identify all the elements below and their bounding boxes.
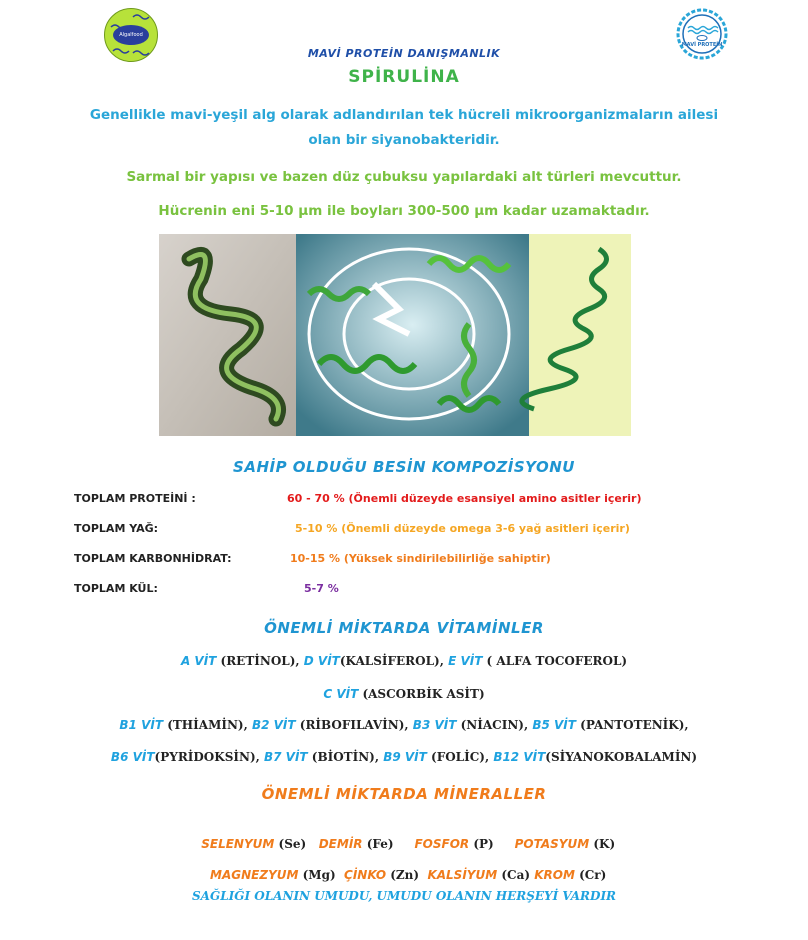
mineral-name: FOSFOR xyxy=(414,837,470,851)
vitamin-detail: (FOLİC), xyxy=(426,750,494,764)
vitamin-detail: (THİAMİN), xyxy=(163,718,252,732)
vitamin-name: B1 VİT xyxy=(119,718,164,732)
comp-value-ash: 5-7 % xyxy=(304,582,339,595)
mineral-name: SELENYUM xyxy=(201,837,275,851)
micrograph-middle xyxy=(296,234,529,436)
composition-title: SAHİP OLDUĞU BESİN KOMPOZİSYONU xyxy=(233,458,575,476)
vitamin-detail: (RİBOFILAVİN), xyxy=(295,718,413,732)
vitamin-detail: (KALSİFEROL), xyxy=(339,654,449,668)
vitamin-name: B2 VİT xyxy=(251,718,296,732)
vitamin-detail: (PYRİDOKSİN), xyxy=(154,750,264,764)
vitamin-detail: (ASCORBİK ASİT) xyxy=(358,687,485,701)
intro-line-4: Hücrenin eni 5-10 µm ile boyları 300-500 µm kadar uzamaktadır. xyxy=(158,203,650,219)
mineral-detail: (Fe) xyxy=(362,837,415,851)
mineral-name: ÇİNKO xyxy=(344,868,387,882)
mineral-detail: (Zn) xyxy=(386,868,428,882)
logo-left-text: Algalfood xyxy=(113,25,149,45)
mineral-detail: (Ca) xyxy=(497,868,535,882)
comp-value-protein: 60 - 70 % (Önemli düzeyde esansiyel amino asitler içerir) xyxy=(287,492,642,505)
vitamin-name: E VİT xyxy=(448,654,483,668)
comp-value-carb: 10-15 % (Yüksek sindirilebilirliğe sahiptir) xyxy=(290,552,551,565)
comp-label-carb: TOPLAM KARBONHİDRAT: xyxy=(74,552,232,565)
micrograph-left xyxy=(159,234,296,436)
intro-line-1: Genellikle mavi-yeşil alg olarak adlandırılan tek hücreli mikroorganizmaların ailesi xyxy=(89,107,719,123)
vitamins-title: ÖNEMLİ MİKTARDA VİTAMİNLER xyxy=(264,619,544,637)
vitamin-detail: (SİYANOKOBALAMİN) xyxy=(545,750,698,764)
comp-label-fat: TOPLAM YAĞ: xyxy=(74,522,159,535)
page-title: SPİRULİNA xyxy=(348,67,460,87)
vitamin-name: B7 VİT xyxy=(263,750,308,764)
vitamin-name: B12 VİT xyxy=(493,750,546,764)
mineral-detail: (Cr) xyxy=(574,868,607,882)
vitamin-name: B6 VİT xyxy=(110,750,155,764)
mineral-detail: (Mg) xyxy=(298,868,345,882)
mineral-name: DEMİR xyxy=(318,837,363,851)
mineral-detail: (K) xyxy=(589,837,616,851)
vitamin-name: A VİT xyxy=(180,654,217,668)
vitamin-name: D VİT xyxy=(303,654,340,668)
logo-right-text: MAVİ PROTEİN xyxy=(681,42,723,48)
vitamin-detail: ( ALFA TOCOFEROL) xyxy=(482,654,628,668)
minerals-line-1 xyxy=(0,823,808,851)
vitamin-detail: (RETİNOL), xyxy=(216,654,304,668)
vitamin-detail: (NİACIN), xyxy=(456,718,533,732)
intro-line-3: Sarmal bir yapısı ve bazen düz çubuksu yapılardaki alt türleri mevcuttur. xyxy=(126,169,682,185)
minerals-title: ÖNEMLİ MİKTARDA MİNERALLER xyxy=(261,785,547,803)
intro-line-2: olan bir siyanobakteridir. xyxy=(308,132,500,148)
spirulina-micrograph-strip xyxy=(159,234,631,436)
micrograph-right xyxy=(522,234,631,436)
vitamin-name: B9 VİT xyxy=(383,750,427,764)
mineral-detail: (Se) xyxy=(274,837,319,851)
vitamins-line-1 xyxy=(0,654,808,668)
vitamins-line-2 xyxy=(0,687,808,701)
comp-label-ash: TOPLAM KÜL: xyxy=(74,582,158,595)
mineral-name: MAGNEZYUM xyxy=(210,868,299,882)
comp-label-protein: TOPLAM PROTEİNİ : xyxy=(74,492,196,505)
mineral-name: KALSİYUM xyxy=(427,868,498,882)
vitamin-name: B5 VİT xyxy=(532,718,576,732)
comp-value-fat: 5-10 % (Önemli düzeyde omega 3-6 yağ asitleri içerir) xyxy=(295,522,630,535)
mineral-detail: (P) xyxy=(469,837,515,851)
minerals-line-2 xyxy=(0,854,808,882)
mineral-name: POTASYUM xyxy=(514,837,590,851)
vitamins-line-4 xyxy=(0,750,808,764)
vitamin-detail: (PANTOTENİK), xyxy=(575,718,689,732)
slogan: SAĞLIĞI OLANIN UMUDU, UMUDU OLANIN HERŞEYİ VARDIR xyxy=(191,889,617,903)
vitamin-name: C VİT xyxy=(323,687,359,701)
vitamin-detail: (BİOTİN), xyxy=(307,750,384,764)
mineral-name: KROM xyxy=(534,868,575,882)
vitamin-name: B3 VİT xyxy=(412,718,457,732)
company-name: MAVİ PROTEİN DANIŞMANLIK xyxy=(307,47,501,60)
vitamins-line-3 xyxy=(0,718,808,732)
